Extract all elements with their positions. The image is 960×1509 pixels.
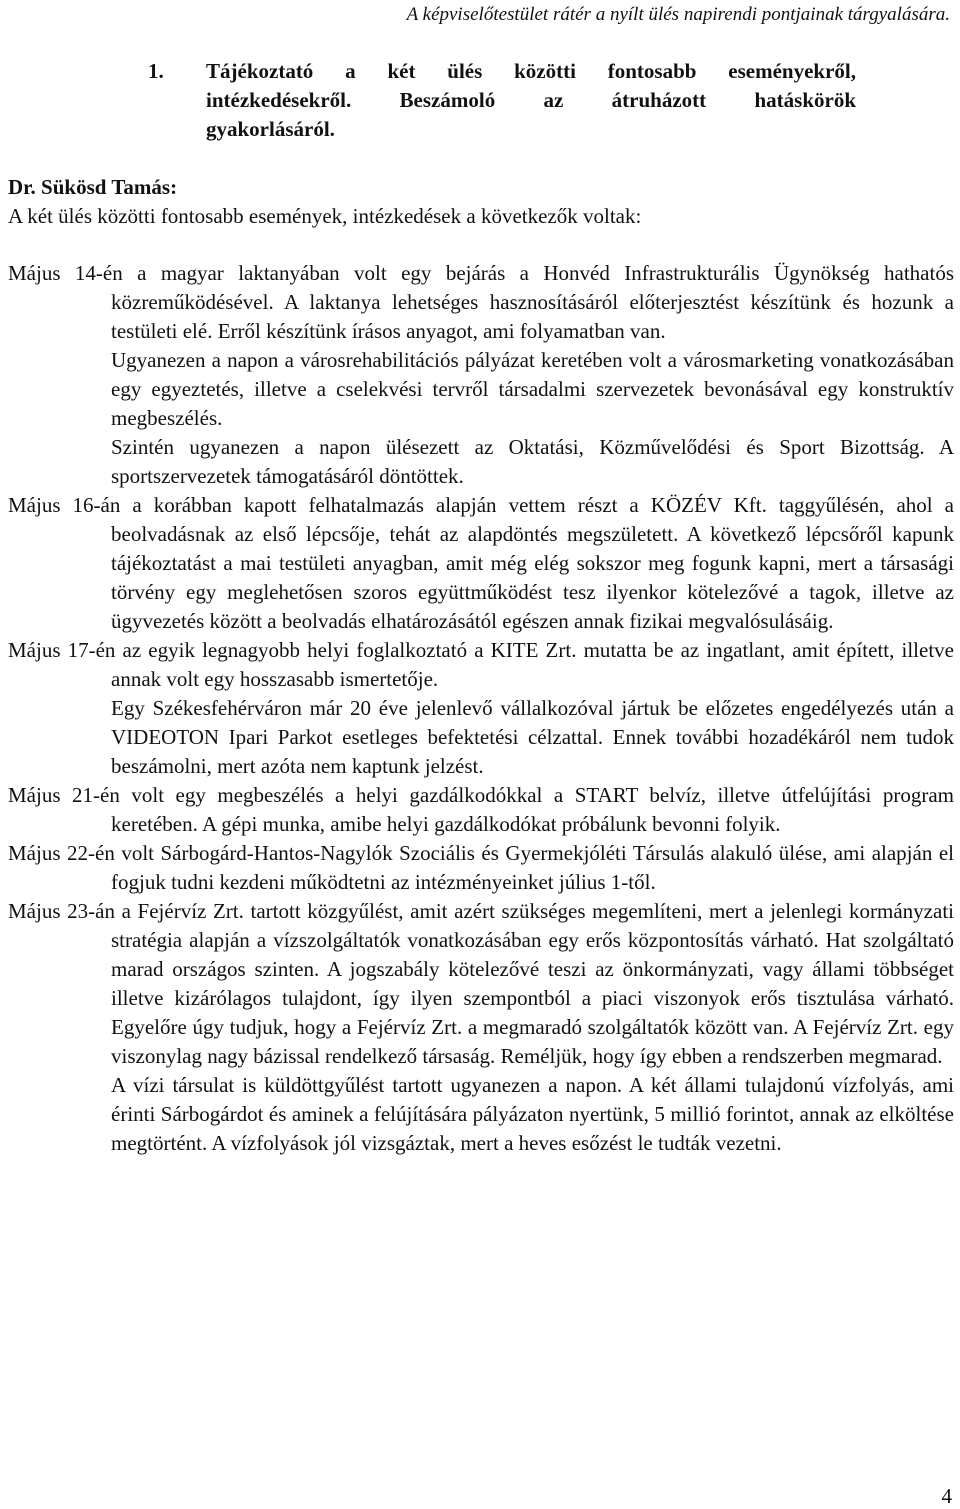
agenda-title-line: Tájékoztató a két ülés közötti fontosabb eseményekről, bbox=[206, 59, 856, 83]
entry-paragraph bbox=[0, 636, 960, 694]
entry-date: Május 17-én bbox=[8, 638, 116, 662]
entry-text: a Fejérvíz Zrt. tartott közgyűlést, amit azért szükséges megemlíteni, mert a jelenlegi kormányzati stratégia alapján a vízszolgáltatók vonatkozásában egy erős központosítás várható. Hat szolgáltató marad országos szinten. A jogszabály kötelezővé teszi az önkormányzati, vagy állami többséget illetve kizárólagos tulajdont, így ilyen szempontból a piaci viszonyok erős tisztulása várható. Egyelőre úgy tudjuk, hogy a Fejérvíz Zrt. a megmaradó szolgáltatók között van. A Fejérvíz Zrt. egy viszonylag nagy bázissal rendelkező társaság. Reméljük, hogy így ebben a rendszerben megmarad. bbox=[111, 899, 954, 1068]
agenda-item bbox=[148, 57, 856, 144]
intro-text: A két ülés közötti fontosabb események, intézkedések a következők voltak: bbox=[8, 204, 642, 228]
entry-date: Május 21-én bbox=[8, 783, 120, 807]
entry-sub-paragraph: A vízi társulat is küldöttgyűlést tartott ugyanezen a napon. A két állami tulajdonú vízfolyás, ami érinti Sárbogárdot és aminek a felújítására pályázaton nyertünk, 5 millió forintot, annak az elköltése megtörtént. A vízfolyások jól vizsgáztak, mert a heves esőzést le tudták vezetni. bbox=[111, 1073, 954, 1155]
entry-date: Május 22-én bbox=[8, 841, 115, 865]
entries-list bbox=[0, 259, 960, 1158]
entry-text: volt egy megbeszélés a helyi gazdálkodókkal a START belvíz, illetve útfelújítási program keretében. A gépi munka, amibe helyi gazdálkodókat próbálunk bevonni folyik. bbox=[111, 783, 954, 836]
entry-sub-paragraph: Szintén ugyanezen a napon ülésezett az Oktatási, Közművelődési és Sport Bizottság. A sportszervezetek támogatásáról döntöttek. bbox=[111, 435, 954, 488]
entry-text: a korábban kapott felhatalmazás alapján vettem részt a KÖZÉV Kft. taggyűlésén, ahol a beolvadásnak az első lépcsője, tehát az alapdöntés megszületett. A következő lépcsőről kapunk tájékoztatást a mai testületi anyagban, amit még elég sokszor meg fogunk kapni, mert a társasági törvény egy meglehetősen szoros együttműködést tesz ilyenkor kötelezővé a tagok, illetve az ügyvezetés között a beolvadás elhatározásától egészen annak fizikai megvalósulásáig. bbox=[111, 493, 954, 633]
entry-text: az egyik legnagyobb helyi foglalkoztató a KITE Zrt. mutatta be az ingatlant, amit épített, illetve annak volt egy hosszasabb ismertetője. bbox=[111, 638, 954, 691]
entry-text: volt Sárbogárd-Hantos-Nagylók Szociális és Gyermekjóléti Társulás alakuló ülése, ami alapján el fogjuk tudni kezdeni működtetni az intézményeinket július 1-től. bbox=[111, 841, 954, 894]
agenda-title-line: gyakorlásáról. bbox=[206, 117, 335, 141]
speaker-name: Dr. Sükösd Tamás: bbox=[8, 175, 178, 199]
page-number: 4 bbox=[941, 1484, 952, 1508]
entry-paragraph bbox=[0, 259, 960, 346]
entry-sub-paragraph: Egy Székesfehérváron már 20 éve jelenlevő vállalkozóval jártuk be előzetes engedélyezés után a VIDEOTON Ipari Parkot esetleges befektetési célzattal. Ennek további hozadékáról nem tudok beszámolni, mert azóta nem kaptunk jelzést. bbox=[111, 696, 954, 778]
entry-sub-paragraph: Ugyanezen a napon a városrehabilitációs pályázat keretében volt a városmarketing vonatkozásában egy egyeztetés, illetve a cselekvési tervről társadalmi szervezetek bevonásával egy konstruktív megbeszélés. bbox=[111, 348, 954, 430]
entry-paragraph bbox=[0, 781, 960, 839]
entry-paragraph bbox=[0, 491, 960, 636]
entry-date: Május 16-án bbox=[8, 493, 121, 517]
agenda-number: 1. bbox=[148, 59, 164, 83]
entry-date: Május 23-án bbox=[8, 899, 115, 923]
entry-paragraph bbox=[0, 897, 960, 1071]
entry-date: Május 14-én bbox=[8, 261, 123, 285]
agenda-title-line: intézkedésekről. Beszámoló az átruházott hatáskörök bbox=[206, 88, 856, 112]
entry-paragraph bbox=[0, 839, 960, 897]
session-header: A képviselőtestület rátér a nyílt ülés napirendi pontjainak tárgyalására. bbox=[406, 4, 950, 25]
entry-text: a magyar laktanyában volt egy bejárás a Honvéd Infrastrukturális Ügynökség hathatós közreműködésével. A laktanya lehetséges hasznosításáról előterjesztést készítünk és hozunk a testületi elé. Erről készítünk írásos anyagot, ami folyamatban van. bbox=[111, 261, 954, 343]
